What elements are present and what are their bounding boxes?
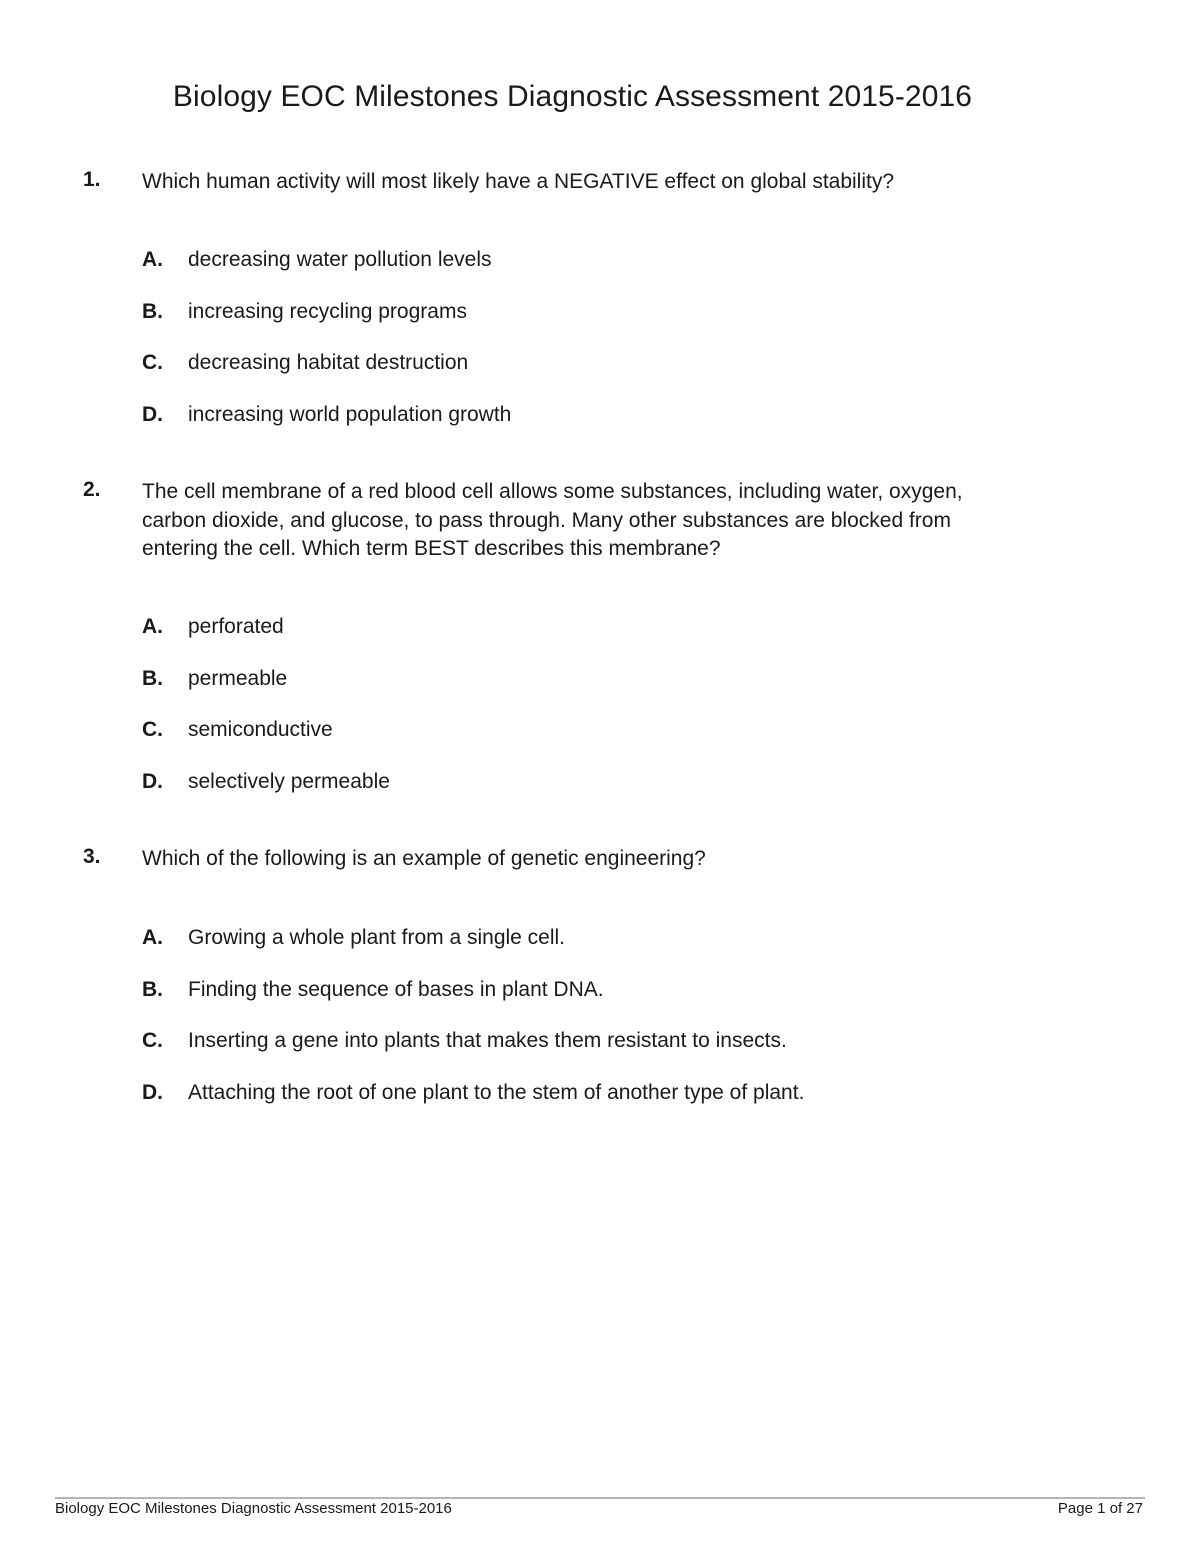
question-1-choice-b[interactable]: [142, 300, 1042, 330]
choice-letter: C.: [142, 1029, 163, 1052]
question-1-choice-c[interactable]: [142, 351, 1042, 381]
question-2-choice-b[interactable]: [142, 667, 1042, 697]
question-number: 1.: [83, 168, 101, 191]
choice-letter: B.: [142, 300, 163, 323]
question-stem: The cell membrane of a red blood cell allows some substances, including water, oxygen, carbon dioxide, and glucose, to pass through. Many other substances are blocked from entering the cell. Which term BEST describes this membrane?: [142, 480, 963, 560]
question-2-choice-d[interactable]: [142, 770, 1042, 800]
choice-letter: D.: [142, 770, 163, 793]
question-1-choice-a[interactable]: [142, 248, 1042, 278]
choice-text: increasing recycling programs: [188, 300, 467, 323]
choice-text: Growing a whole plant from a single cell.: [188, 926, 566, 949]
question-3-choice-c[interactable]: [142, 1029, 1042, 1059]
choice-text: Inserting a gene into plants that makes them resistant to insects.: [188, 1029, 787, 1052]
choice-letter: B.: [142, 667, 163, 690]
choice-letter: D.: [142, 403, 163, 426]
question-stem: Which human activity will most likely have a NEGATIVE effect on global stability?: [142, 170, 895, 193]
question-1-choice-d[interactable]: [142, 403, 1042, 433]
choice-letter: A.: [142, 926, 163, 949]
choice-text: semiconductive: [188, 718, 333, 741]
question-number: 3.: [83, 845, 101, 868]
question-3-choice-d[interactable]: [142, 1081, 1042, 1111]
choice-text: selectively permeable: [188, 770, 390, 793]
choice-letter: C.: [142, 718, 163, 741]
choice-text: increasing world population growth: [188, 403, 512, 426]
choice-text: permeable: [188, 667, 288, 690]
choice-letter: C.: [142, 351, 163, 374]
question-3-choice-b[interactable]: [142, 978, 1042, 1008]
question-2-choice-c[interactable]: [142, 718, 1042, 748]
choice-letter: D.: [142, 1081, 163, 1104]
choice-letter: A.: [142, 615, 163, 638]
choice-letter: B.: [142, 978, 163, 1001]
choice-text: Finding the sequence of bases in plant DNA.: [188, 978, 604, 1001]
choice-text: decreasing habitat destruction: [188, 351, 469, 374]
footer-page-number: Page 1 of 27: [1057, 1500, 1143, 1517]
choice-text: Attaching the root of one plant to the stem of another type of plant.: [188, 1081, 805, 1104]
choice-letter: A.: [142, 248, 163, 271]
page-title: Biology EOC Milestones Diagnostic Assessment 2015-2016: [172, 80, 973, 113]
question-stem: Which of the following is an example of genetic engineering?: [142, 847, 706, 870]
question-2-choice-a[interactable]: [142, 615, 1042, 645]
footer-document-title: Biology EOC Milestones Diagnostic Assessment 2015-2016: [55, 1500, 452, 1517]
question-number: 2.: [83, 478, 101, 501]
footer-divider: [55, 1497, 1145, 1499]
question-3-choice-a[interactable]: [142, 926, 1042, 956]
choice-text: decreasing water pollution levels: [188, 248, 492, 271]
choice-text: perforated: [188, 615, 284, 638]
